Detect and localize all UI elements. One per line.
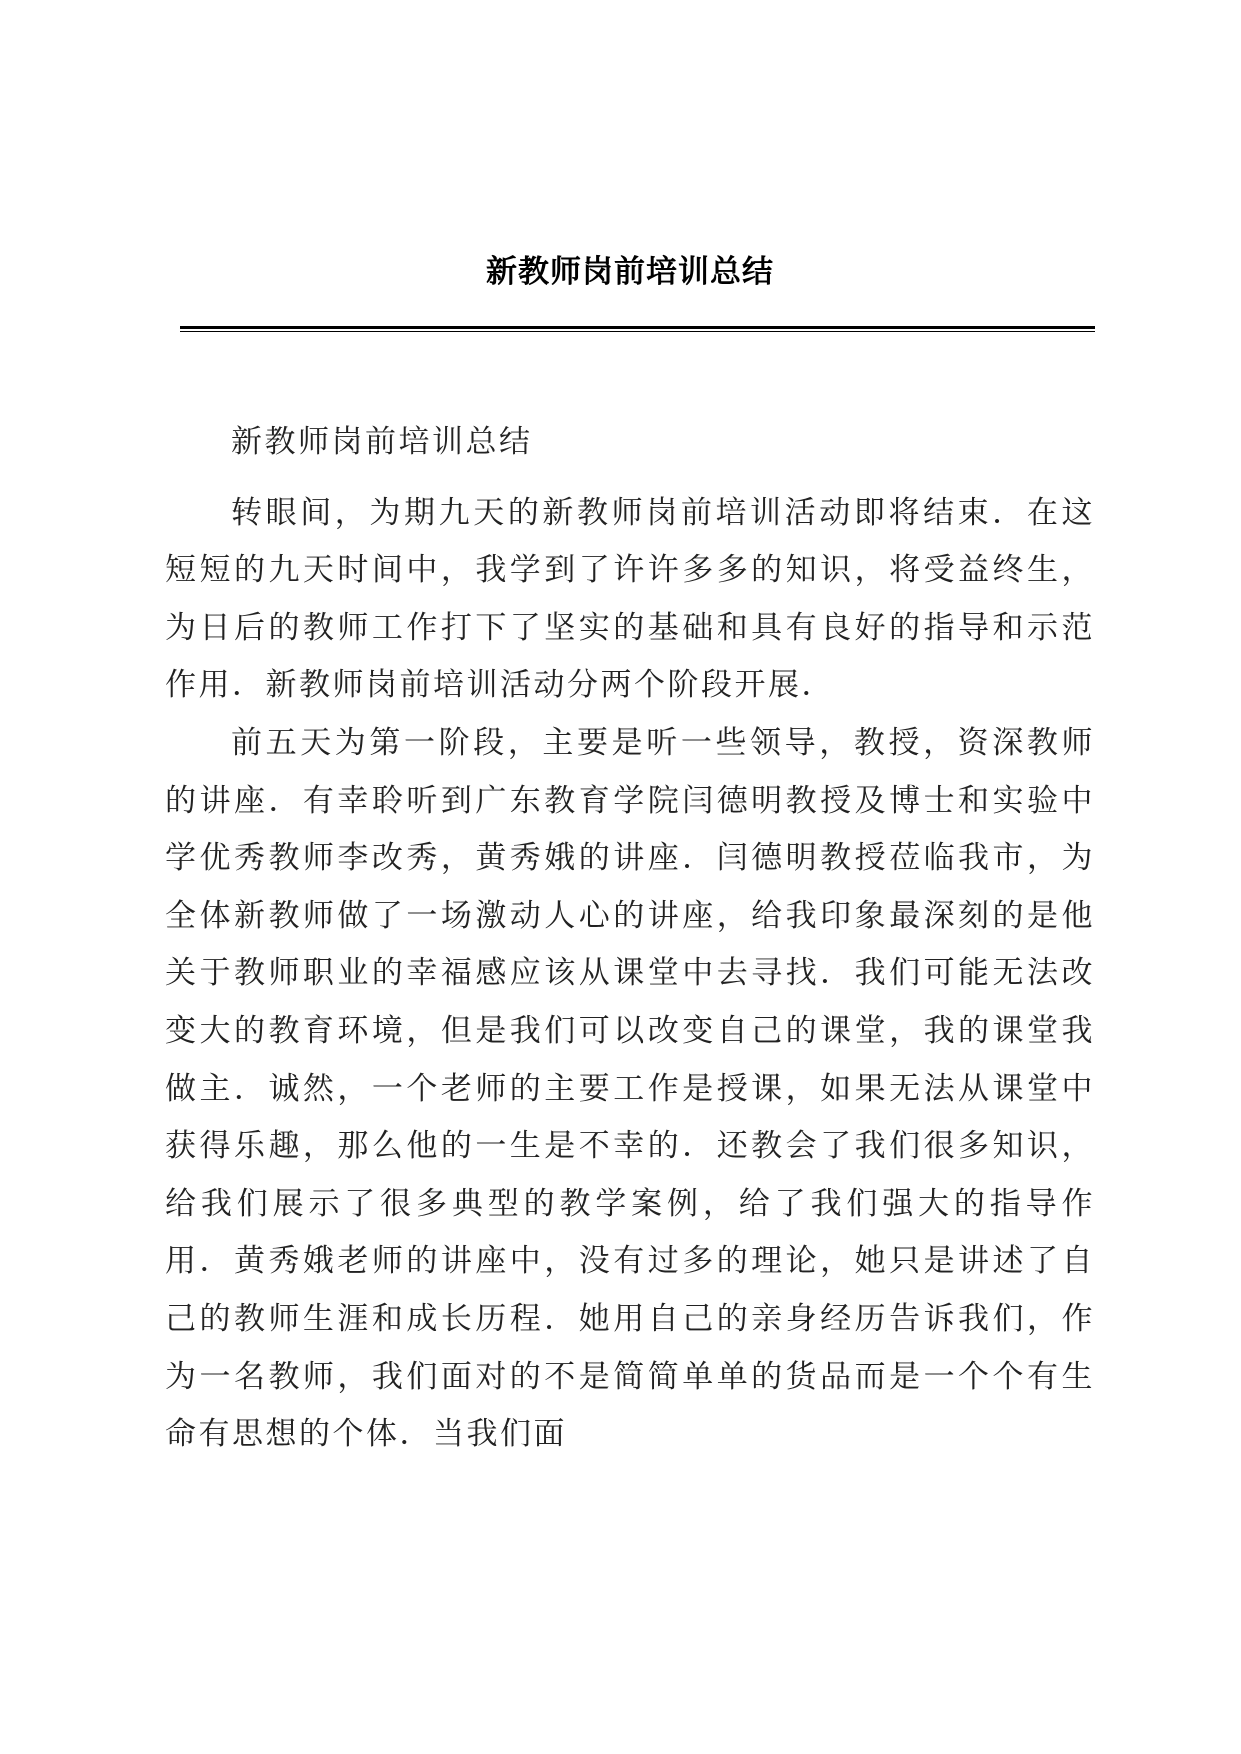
document-title: 新教师岗前培训总结 (486, 254, 774, 290)
divider-thick-line (180, 326, 1095, 329)
paragraph: 前五天为第一阶段，主要是听一些领导，教授，资深教师的讲座．有幸聆听到广东教育学院闫德明教授及博士和实验中学优秀教师李改秀，黄秀娥的讲座．闫德明教授莅临我市，为全体新教师做了一场激动人心的讲座，给我印象最深刻的是他关于教师职业的幸福感应该从课堂中去寻找．我们可能无法改变大的教育环境，但是我们可以改变自己的课堂，我的课堂我做主．诚然，一个老师的主要工作是授课，如果无法从课堂中获得乐趣，那么他的一生是不幸的．还教会了我们很多知识，给我们展示了很多典型的教学案例，给了我们强大的指导作用．黄秀娥老师的讲座中，没有过多的理论，她只是讲述了自己的教师生涯和成长历程．她用自己的亲身经历告诉我们，作为一名教师，我们面对的不是简简单单的货品而是一个个有生命有思想的个体．当我们面 (165, 724, 1095, 1453)
title-divider (180, 326, 1095, 332)
body-heading: 新教师岗前培训总结 (231, 424, 533, 460)
divider-thin-line (180, 331, 1095, 332)
paragraph: 转眼间，为期九天的新教师岗前培训活动即将结束．在这短短的九天时间中，我学到了许许多多的知识，将受益终生，为日后的教师工作打下了坚实的基础和具有良好的指导和示范作用．新教师岗前培训活动分两个阶段开展． (165, 494, 1095, 704)
document-body (165, 414, 1095, 1464)
